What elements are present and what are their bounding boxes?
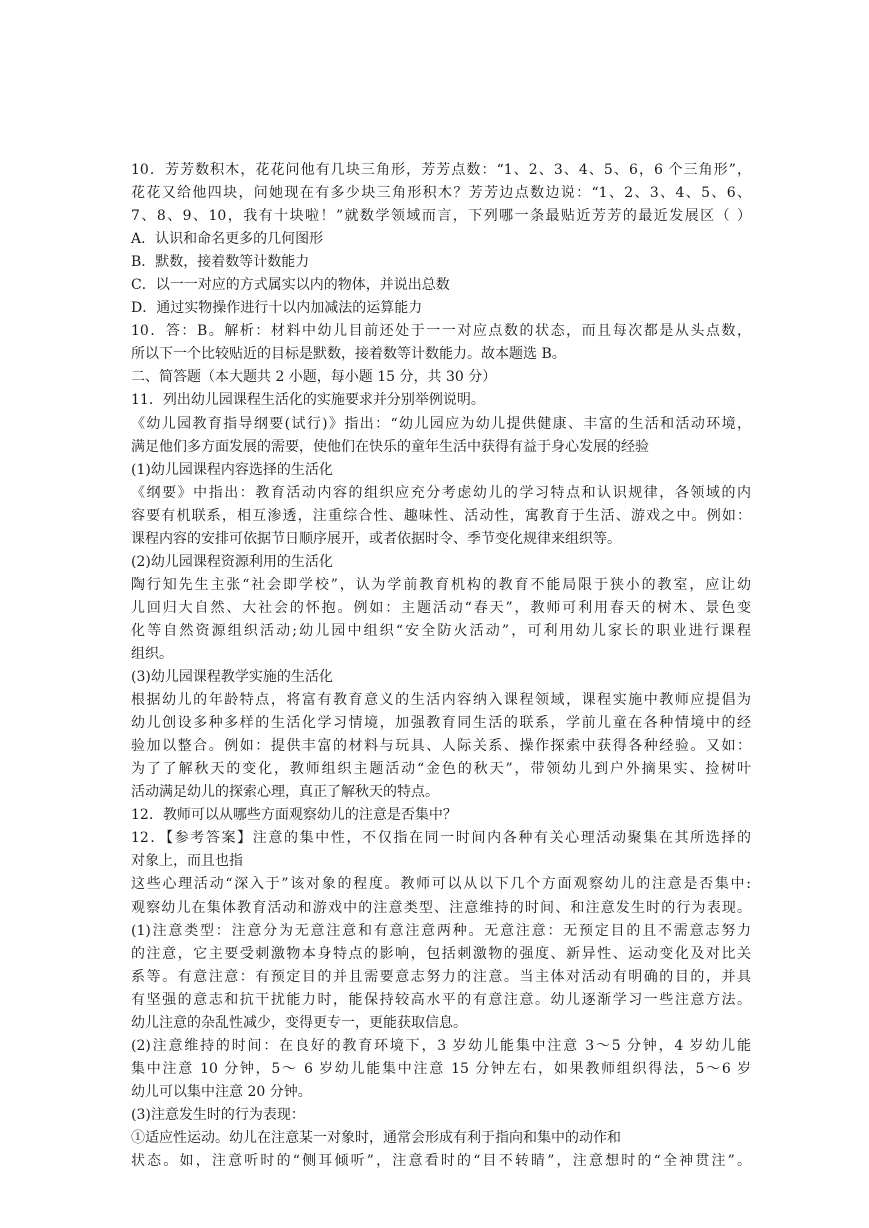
text-line: 满足他们多方面发展的需要，使他们在快乐的童年生活中获得有益于身心发展的经验	[131, 438, 649, 455]
text-line: 7、8、9、10，我有十块啦！”就数学领域而言，下列哪一条最贴近芳芳的最近发展区（ ）	[131, 208, 751, 225]
option-c: C．以一一对应的方式属实以内的物体，并说出总数	[131, 277, 450, 294]
text-line: 验加以整合。例如：提供丰富的材料与玩具、人际关系、操作探索中获得各种经验。又如：	[131, 738, 751, 755]
option-a: A．认识和命名更多的几何图形	[131, 231, 324, 248]
text-line: 陶行知先生主张“社会即学校”，认为学前教育机构的教育不能局限于狭小的教室，应让幼	[131, 576, 751, 593]
subheading: (3)注意发生时的行为表现：	[131, 1106, 305, 1123]
text-line: ①适应性运动。幼儿在注意某一对象时，通常会形成有利于指向和集中的动作和	[131, 1129, 621, 1146]
text-line: 系等。有意注意：有预定目的并且需要意志努力的注意。当主体对活动有明确的目的，并具	[131, 968, 751, 985]
text-line: 10．答：B。解析：材料中幼儿目前还处于一一对应点数的状态，而且每次都是从头点数，	[131, 323, 751, 340]
text-line: 根据幼儿的年龄特点，将富有教育意义的生活内容纳入课程领域，课程实施中教师应提倡为	[131, 692, 751, 709]
text-line: 集中注意 10 分钟，5～ 6 岁幼儿能集中注意 15 分钟左右，如果教师组织得法，5～6 岁	[131, 1060, 751, 1077]
question-12: 12．教师可以从哪些方面观察幼儿的注意是否集中？	[131, 807, 457, 824]
text-line: 所以下一个比较贴近的目标是默数，接着数等计数能力。故本题选 B。	[131, 346, 566, 363]
text-line: 《幼儿园教育指导纲要(试行)》指出：“幼儿园应为幼儿提供健康、丰富的生活和活动环境，	[131, 415, 751, 432]
text-line: 幼儿注意的杂乱性减少，变得更专一，更能获取信息。	[131, 1014, 467, 1031]
text-line: 10．芳芳数积木，花花问他有几块三角形，芳芳点数：“1、2、3、4、5、6，6 个三角形”，	[131, 162, 751, 178]
question-11: 11．列出幼儿园课程生活化的实施要求并分别举例说明。	[131, 392, 485, 409]
text-line: 为了了解秋天的变化，教师组织主题活动“金色的秋天”，带领幼儿到户外摘果实、捡树叶	[131, 761, 751, 778]
option-b: B．默数，接着数等计数能力	[131, 254, 310, 271]
option-d: D．通过实物操作进行十以内加减法的运算能力	[131, 300, 423, 317]
text-line: 观察幼儿在集体教育活动和游戏中的注意类型、注意维持的时间、和注意发生时的行为表现。	[131, 899, 751, 916]
text-line: 化等自然资源组织活动;幼儿园中组织“安全防火活动”，可利用幼儿家长的职业进行课程	[131, 622, 751, 639]
text-line: 幼儿创设多种多样的生活化学习情境，加强教育同生活的联系，学前儿童在各种情境中的经	[131, 715, 751, 732]
section-heading: 二、简答题（本大题共 2 小题，每小题 15 分，共 30 分）	[131, 369, 497, 386]
text-line: 活动满足幼儿的探索心理，真正了解秋天的特点。	[131, 784, 439, 801]
document-body	[131, 159, 751, 1173]
text-line: 幼儿可以集中注意 20 分钟。	[131, 1083, 312, 1100]
text-line: (2)注意维持的时间：在良好的教育环境下，3 岁幼儿能集中注意 3～5 分钟，4 岁幼儿能	[131, 1037, 751, 1054]
text-line: 12．【参考答案】注意的集中性，不仅指在同一时间内各种有关心理活动聚集在其所选择的	[131, 830, 751, 847]
text-line: 这些心理活动“深入于”该对象的程度。教师可以从以下几个方面观察幼儿的注意是否集中:	[131, 876, 751, 893]
subheading: (3)幼儿园课程教学实施的生活化	[131, 669, 333, 686]
text-line: 的注意，它主要受刺激物本身特点的影响，包括刺激物的强度、新异性、运动变化及对比关	[131, 945, 751, 962]
subheading: (1)幼儿园课程内容选择的生活化	[131, 461, 333, 478]
text-line: 有坚强的意志和抗干扰能力时，能保持较高水平的有意注意。幼儿逐渐学习一些注意方法。	[131, 991, 751, 1008]
text-line: 组织。	[131, 645, 173, 662]
text-line: 《纲要》中指出：教育活动内容的组织应充分考虑幼儿的学习特点和认识规律，各领域的内	[131, 484, 751, 501]
text-line: 课程内容的安排可依据节日顺序展开，或者依据时令、季节变化规律来组织等。	[131, 530, 621, 547]
text-line: 状态。如，注意听时的“侧耳倾听”，注意看时的“目不转睛”，注意想时的“全神贯注”。	[131, 1153, 751, 1170]
text-line: (1)注意类型：注意分为无意注意和有意注意两种。无意注意：无预定目的且不需意志努力	[131, 922, 751, 939]
text-line: 容要有机联系，相互渗透，注重综合性、趣味性、活动性，寓教育于生活、游戏之中。例如：	[131, 507, 751, 524]
text-line: 儿回归大自然、大社会的怀抱。例如：主题活动“春天”，教师可利用春天的树木、景色变	[131, 599, 751, 616]
text-line: 花花又给他四块，问她现在有多少块三角形积木？芳芳边点数边说：“1、2、3、4、5、6、	[131, 185, 751, 202]
subheading: (2)幼儿园课程资源利用的生活化	[131, 553, 333, 570]
text-line: 对象上，而且也指	[131, 853, 243, 870]
